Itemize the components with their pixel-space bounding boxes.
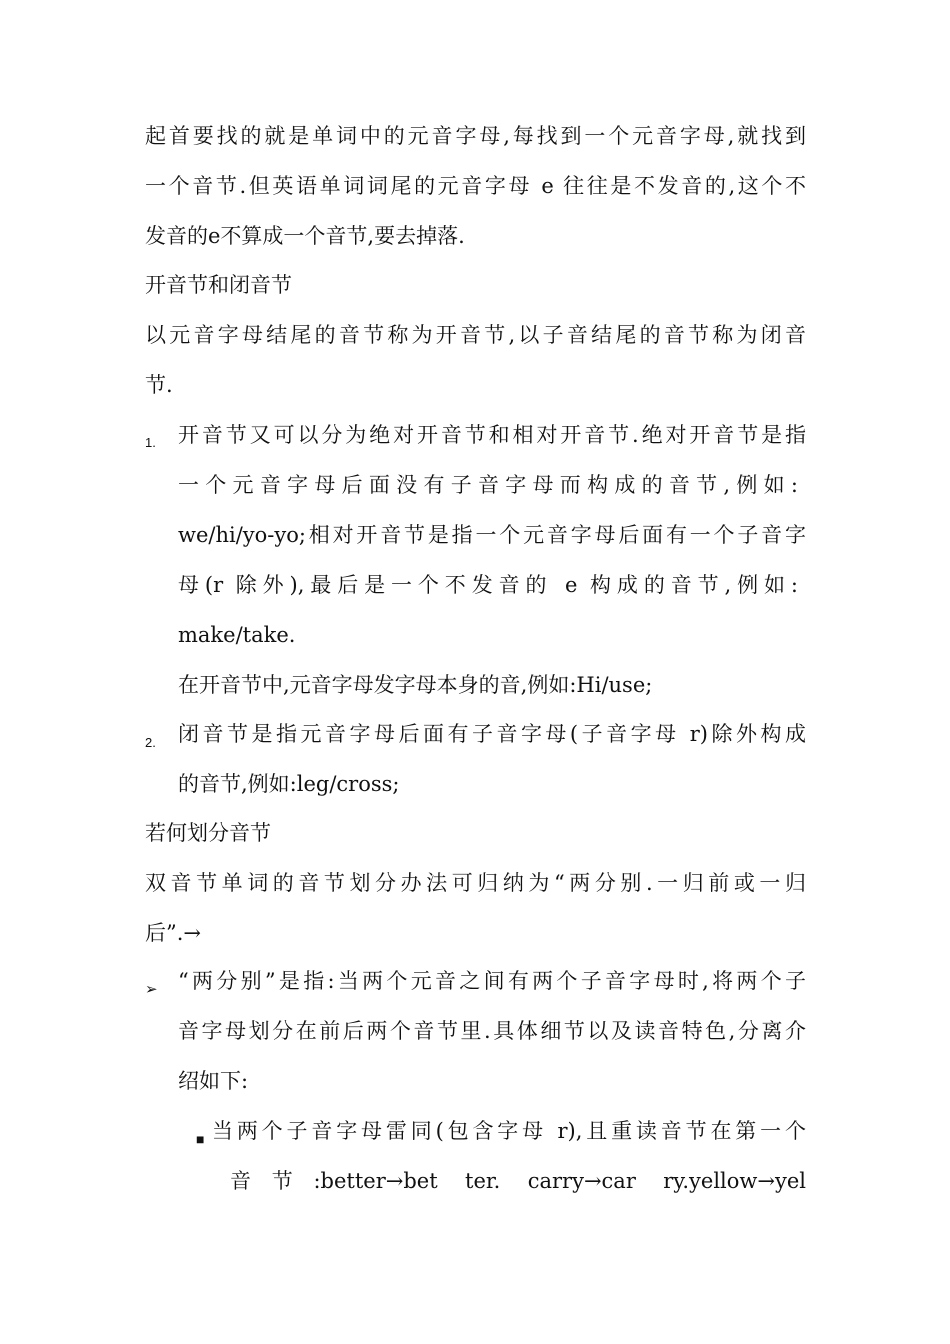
bullet-item-1-line-1: “两分别”是指:当两个元音之间有两个子音字母时,将两个子 bbox=[178, 969, 806, 993]
sub-bullet-item-1-square-icon: ■ bbox=[196, 1131, 205, 1147]
paragraph-2-line-1: 以元音字母结尾的音节称为开音节,以子音结尾的音节称为闭音 bbox=[145, 323, 806, 347]
bullet-item-1-arrow-icon: ➢ bbox=[145, 981, 158, 998]
paragraph-1-line-3: 发音的e不算成一个音节,要去掉落. bbox=[145, 224, 465, 248]
bullet-item-1-line-3: 绍如下: bbox=[178, 1069, 249, 1093]
paragraph-3-line-1: 双音节单词的音节划分办法可归纳为“两分别.一归前或一归 bbox=[145, 871, 806, 895]
paragraph-1-line-2: 一个音节.但英语单词词尾的元音字母 e 往往是不发音的,这个不 bbox=[145, 174, 806, 198]
sub-bullet-item-1-line-1: 当两个子音字母雷同(包含字母 r),且重读音节在第一个 bbox=[212, 1119, 806, 1143]
bullet-item-1-line-2: 音字母划分在前后两个音节里.具体细节以及读音特色,分离介 bbox=[178, 1019, 806, 1043]
list-item-1-line-5: make/take. bbox=[178, 623, 296, 647]
list-item-2-line-1: 闭音节是指元音字母后面有子音字母(子音字母 r)除外构成 bbox=[178, 722, 806, 746]
paragraph-3-line-2: 后”.→ bbox=[145, 921, 202, 945]
heading-syllable-division: 若何划分音节 bbox=[145, 821, 271, 845]
list-item-1-marker: 1. bbox=[145, 435, 156, 450]
heading-open-closed-syllables: 开音节和闭音节 bbox=[145, 273, 292, 297]
sub-bullet-item-1-line-2: 音节:better→bet ter. carry→car ry.yellow→yel bbox=[230, 1169, 806, 1193]
list-item-1-line-1: 开音节又可以分为绝对开音节和相对开音节.绝对开音节是指 bbox=[178, 423, 806, 447]
list-item-2-marker: 2. bbox=[145, 735, 156, 750]
list-item-2-line-2: 的音节,例如:leg/cross; bbox=[178, 772, 400, 796]
list-item-1-line-6: 在开音节中,元音字母发字母本身的音,例如:Hi/use; bbox=[178, 673, 653, 697]
list-item-1-line-3: we/hi/yo-yo;相对开音节是指一个元音字母后面有一个子音字 bbox=[178, 523, 806, 547]
list-item-1-line-4: 母(r 除外),最后是一个不发音的 e 构成的音节,例如: bbox=[178, 573, 798, 597]
paragraph-2-line-2: 节. bbox=[145, 373, 173, 397]
list-item-1-line-2: 一个元音字母后面没有子音字母而构成的音节,例如: bbox=[178, 473, 798, 497]
paragraph-1-line-1: 起首要找的就是单词中的元音字母,每找到一个元音字母,就找到 bbox=[145, 124, 806, 148]
